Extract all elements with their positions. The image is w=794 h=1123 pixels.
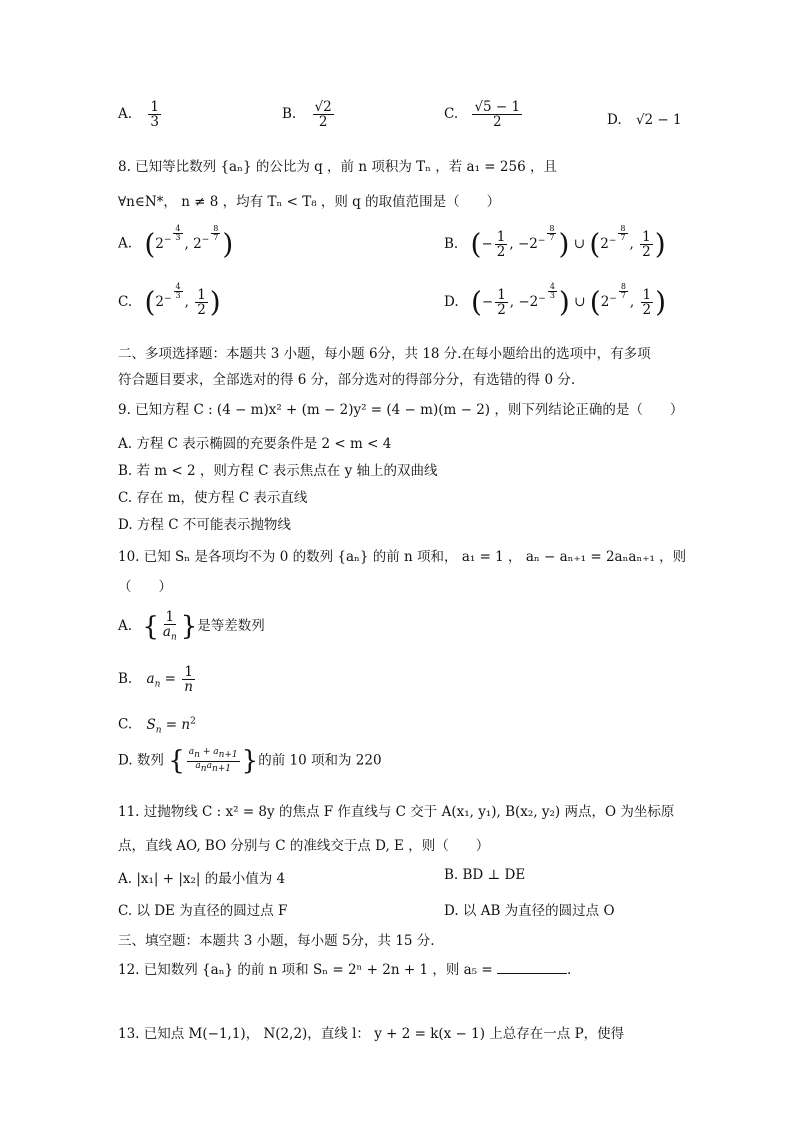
- option-label: A.: [118, 235, 133, 252]
- q12-text: 12. 已知数列 {aₙ} 的前 n 项和 Sₙ = 2ⁿ + 2n + 1 ，则 a₅ =: [118, 962, 493, 978]
- q9-option-c: C. 存在 m，使方程 C 表示直线: [118, 490, 308, 506]
- section-2-heading-line2: 符合题目要求，全部选对的得 6 分，部分选对的得部分分，有选错的得 0 分.: [118, 372, 576, 388]
- q9-option-d: D. 方程 C 不可能表示抛物线: [118, 517, 291, 533]
- option-math: $S_n = n^2$: [146, 716, 196, 736]
- section-2-heading-line1: 二、多项选择题：本题共 3 小题，每小题 6分，共 18 分.在每小题给出的选项中，有多项: [118, 346, 651, 362]
- q7-option-c: [444, 100, 524, 129]
- left-brace: {: [142, 611, 159, 642]
- answer-blank[interactable]: [497, 961, 567, 974]
- option-label: A.: [118, 618, 133, 635]
- left-brace: {: [168, 746, 185, 776]
- q8-option-c: [118, 281, 221, 319]
- option-text: 的前 10 项和为 220: [258, 752, 382, 769]
- q8-option-d: [444, 281, 667, 319]
- numerator: √2: [314, 99, 332, 115]
- option-label: D. 数列: [118, 752, 164, 769]
- q10-stem-paren: （ ）: [118, 579, 172, 595]
- q10-stem: 10. 已知 Sₙ 是各项均不为 0 的数列 {aₙ} 的前 n 项和， a₁ = 1 ， aₙ − aₙ₊₁ = 2aₙaₙ₊₁ ，则: [118, 549, 687, 565]
- option-label: D.: [444, 294, 459, 311]
- fraction: $\frac{a_n + a_{n+1}}{a_na_{n+1}}$: [188, 747, 238, 774]
- fraction: [313, 100, 334, 129]
- right-brace: }: [241, 746, 259, 776]
- q9-stem: 9. 已知方程 C : (4 − m)x² + (m − 2)y² = (4 − m)(m − 2) ，则下列结论正确的是（ ）: [118, 402, 684, 418]
- option-label: C.: [118, 294, 133, 311]
- q11-option-b: B. BD ⊥ DE: [444, 867, 526, 883]
- q11-option-d: D. 以 AB 为直径的圆过点 O: [444, 903, 615, 919]
- q8-stem-line2: ∀n∈N*， n ≠ 8 ，均有 Tₙ < T₈ ，则 q 的取值范围是（ ）: [118, 194, 501, 210]
- q7-option-d: [607, 112, 682, 128]
- q13-stem: 13. 已知点 M(−1,1)， N(2,2)，直线 l： y + 2 = k(x − 1) 上总存在一点 P，使得: [118, 1026, 625, 1042]
- option-math: $a_n$ = $\frac{1}{n}$: [146, 664, 193, 696]
- q11-stem-line2: 点，直线 AO, BO 分别与 C 的准线交于点 D, E ，则（ ）: [118, 838, 490, 854]
- option-math: (− $\frac{1}{2}$ , $-2^{- \frac{4}{3}}$ ) ∪ ($2^{- \frac{8}{7}}$ , $\frac{1}{2}$ ): [470, 281, 667, 319]
- option-math: ($2^{- \frac{4}{3}}$ , $\frac{1}{2}$ ): [144, 281, 221, 319]
- q7-option-a: [118, 100, 163, 129]
- option-math: (− $\frac{1}{2}$ , $-2^{- \frac{8}{7}}$ ) ∪ ($2^{- \frac{8}{7}}$ , $\frac{1}{2}$ ): [470, 223, 666, 261]
- q12-end: .: [567, 962, 572, 978]
- denominator: 2: [492, 114, 502, 131]
- fraction: $\frac{1}{a_n}$: [162, 609, 177, 643]
- option-label: B.: [282, 106, 297, 123]
- q10-option-c: [118, 716, 196, 735]
- denominator: 2: [318, 114, 328, 131]
- q12-stem: [118, 958, 571, 978]
- q10-option-a: [118, 610, 265, 643]
- q8-option-b: [444, 223, 666, 261]
- denominator: 3: [150, 114, 159, 131]
- fraction: [472, 100, 522, 129]
- option-label: C.: [118, 716, 133, 733]
- option-text: √2 − 1: [635, 112, 682, 128]
- q9-option-a: A. 方程 C 表示椭圆的充要条件是 2 < m < 4: [118, 436, 392, 452]
- q9-option-b: B. 若 m < 2 ，则方程 C 表示焦点在 y 轴上的双曲线: [118, 463, 438, 479]
- numerator: 1: [150, 99, 159, 115]
- q11-option-a: A. |x₁| + |x₂| 的最小值为 4: [118, 871, 286, 887]
- q8-stem-line1: 8. 已知等比数列 {aₙ} 的公比为 q ，前 n 项积为 Tₙ ，若 a₁ = 256 ，且: [118, 159, 557, 175]
- q11-option-c: C. 以 DE 为直径的圆过点 F: [118, 903, 288, 919]
- q10-option-b: [118, 665, 197, 694]
- option-text: 是等差数列: [197, 618, 265, 635]
- q11-stem-line1: 11. 过抛物线 C : x² = 8y 的焦点 F 作直线与 C 交于 A(x₁, y₁), B(x₂, y₂) 两点，O 为坐标原: [118, 804, 675, 820]
- option-label: C.: [444, 106, 459, 123]
- right-brace: }: [180, 611, 198, 642]
- option-label: B.: [444, 236, 459, 253]
- q10-option-d: [118, 748, 382, 774]
- section-3-heading: 三、填空题：本题共 3 小题，每小题 5分，共 15 分.: [118, 933, 435, 949]
- q8-option-a: [118, 223, 234, 260]
- option-math: ($2^{- \frac{4}{3}}$ , $2^{- \frac{8}{7}}$ ): [144, 223, 234, 260]
- fraction: [148, 100, 161, 129]
- option-label: B.: [118, 671, 133, 688]
- option-label: D.: [607, 112, 622, 128]
- numerator: √5 − 1: [474, 99, 521, 115]
- q7-option-b: [282, 100, 336, 129]
- option-label: A.: [118, 106, 133, 123]
